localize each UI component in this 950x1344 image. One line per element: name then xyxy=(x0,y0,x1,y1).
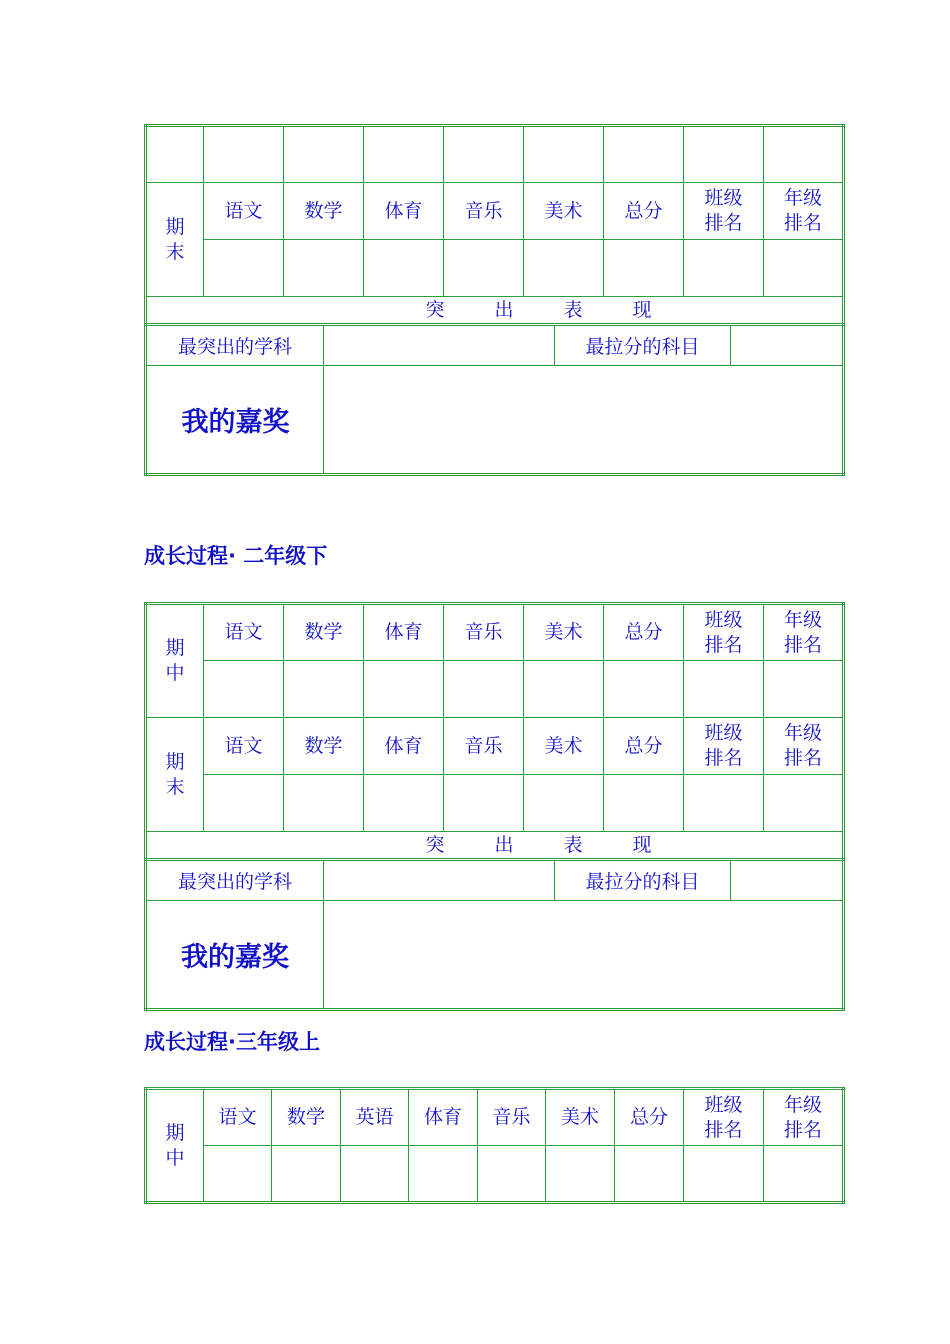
table-row xyxy=(146,661,844,718)
weak-subject-value[interactable] xyxy=(731,326,844,366)
highlight-header: 突 出 表 现 xyxy=(146,832,844,860)
subject-header: 美术 xyxy=(546,1089,615,1146)
subject-header: 美术 xyxy=(524,183,604,240)
subject-header: 体育 xyxy=(409,1089,478,1146)
report-table-section2 xyxy=(144,602,845,861)
score-cell[interactable] xyxy=(204,775,284,832)
award-value[interactable] xyxy=(324,901,844,1010)
score-cell[interactable] xyxy=(444,661,524,718)
subject-header: 英语 xyxy=(341,1089,409,1146)
subject-header: 总分 xyxy=(604,604,684,661)
score-cell[interactable] xyxy=(524,775,604,832)
score-cell[interactable] xyxy=(364,661,444,718)
score-cell[interactable] xyxy=(444,126,524,183)
info-table-block1 xyxy=(144,325,845,476)
info-table-section2 xyxy=(144,860,845,1011)
table-row xyxy=(146,326,844,366)
best-subject-label: 最突出的学科 xyxy=(146,861,324,901)
table-row xyxy=(146,775,844,832)
score-cell[interactable] xyxy=(341,1146,409,1203)
score-cell[interactable] xyxy=(409,1146,478,1203)
subject-header: 美术 xyxy=(524,604,604,661)
score-cell[interactable] xyxy=(204,240,284,297)
subject-header: 音乐 xyxy=(444,604,524,661)
score-cell[interactable] xyxy=(204,661,284,718)
award-label: 我的嘉奖 xyxy=(146,901,324,1010)
score-cell[interactable] xyxy=(524,661,604,718)
table-row xyxy=(146,718,844,775)
subject-header: 体育 xyxy=(364,183,444,240)
midterm-label: 期中 xyxy=(146,604,204,718)
grade-rank-header: 年级 排名 xyxy=(764,1089,844,1146)
subject-header: 体育 xyxy=(364,604,444,661)
score-cell[interactable] xyxy=(146,126,204,183)
subject-header: 总分 xyxy=(604,183,684,240)
subject-header: 语文 xyxy=(204,604,284,661)
score-cell[interactable] xyxy=(204,126,284,183)
subject-header: 语文 xyxy=(204,718,284,775)
score-cell[interactable] xyxy=(364,775,444,832)
award-label: 我的嘉奖 xyxy=(146,366,324,475)
report-table-section3 xyxy=(144,1087,845,1204)
subject-header: 数学 xyxy=(272,1089,341,1146)
score-cell[interactable] xyxy=(615,1146,684,1203)
score-cell[interactable] xyxy=(764,126,844,183)
score-cell[interactable] xyxy=(764,661,844,718)
subject-header: 语文 xyxy=(204,1089,272,1146)
score-cell[interactable] xyxy=(764,240,844,297)
weak-subject-value[interactable] xyxy=(731,861,844,901)
subject-header: 音乐 xyxy=(444,183,524,240)
score-cell[interactable] xyxy=(364,126,444,183)
score-cell[interactable] xyxy=(604,240,684,297)
table-row xyxy=(146,183,844,240)
score-cell[interactable] xyxy=(284,775,364,832)
final-label: 期末 xyxy=(146,183,204,297)
midterm-label: 期中 xyxy=(146,1089,204,1203)
subject-header: 数学 xyxy=(284,183,364,240)
report-table-block1 xyxy=(144,124,845,326)
best-subject-label: 最突出的学科 xyxy=(146,326,324,366)
highlight-header: 突 出 表 现 xyxy=(146,297,844,325)
table-row xyxy=(146,832,844,860)
score-cell[interactable] xyxy=(524,240,604,297)
score-cell[interactable] xyxy=(684,126,764,183)
score-cell[interactable] xyxy=(764,1146,844,1203)
final-label: 期末 xyxy=(146,718,204,832)
subject-header: 体育 xyxy=(364,718,444,775)
score-cell[interactable] xyxy=(524,126,604,183)
table-row xyxy=(146,1146,844,1203)
score-cell[interactable] xyxy=(546,1146,615,1203)
class-rank-header: 班级 排名 xyxy=(684,1089,764,1146)
class-rank-header: 班级 排名 xyxy=(684,604,764,661)
table-row xyxy=(146,604,844,661)
best-subject-value[interactable] xyxy=(324,326,555,366)
award-value[interactable] xyxy=(324,366,844,475)
weak-subject-label: 最拉分的科目 xyxy=(555,326,731,366)
table-row xyxy=(146,297,844,325)
subject-header: 音乐 xyxy=(478,1089,546,1146)
grade-rank-header: 年级 排名 xyxy=(764,604,844,661)
score-cell[interactable] xyxy=(444,775,524,832)
score-cell[interactable] xyxy=(604,661,684,718)
class-rank-header: 班级 排名 xyxy=(684,718,764,775)
best-subject-value[interactable] xyxy=(324,861,555,901)
subject-header: 音乐 xyxy=(444,718,524,775)
score-cell[interactable] xyxy=(604,775,684,832)
section-title: 成长过程· 二年级下 xyxy=(144,544,328,568)
table-row xyxy=(146,240,844,297)
score-cell[interactable] xyxy=(684,240,764,297)
grade-rank-header: 年级 排名 xyxy=(764,183,844,240)
score-cell[interactable] xyxy=(684,661,764,718)
score-cell[interactable] xyxy=(284,661,364,718)
table-row xyxy=(146,366,844,475)
score-cell[interactable] xyxy=(284,240,364,297)
score-cell[interactable] xyxy=(684,775,764,832)
score-cell[interactable] xyxy=(684,1146,764,1203)
table-row xyxy=(146,901,844,1010)
subject-header: 美术 xyxy=(524,718,604,775)
score-cell[interactable] xyxy=(364,240,444,297)
grade-rank-header: 年级 排名 xyxy=(764,718,844,775)
table-row xyxy=(146,126,844,183)
table-row xyxy=(146,861,844,901)
score-cell[interactable] xyxy=(284,126,364,183)
score-cell[interactable] xyxy=(444,240,524,297)
subject-header: 数学 xyxy=(284,718,364,775)
weak-subject-label: 最拉分的科目 xyxy=(555,861,731,901)
subject-header: 数学 xyxy=(284,604,364,661)
table-row xyxy=(146,1089,844,1146)
score-cell[interactable] xyxy=(272,1146,341,1203)
score-cell[interactable] xyxy=(764,775,844,832)
class-rank-header: 班级 排名 xyxy=(684,183,764,240)
section-title: 成长过程·三年级上 xyxy=(144,1030,320,1054)
subject-header: 总分 xyxy=(604,718,684,775)
subject-header: 总分 xyxy=(615,1089,684,1146)
score-cell[interactable] xyxy=(478,1146,546,1203)
subject-header: 语文 xyxy=(204,183,284,240)
score-cell[interactable] xyxy=(204,1146,272,1203)
score-cell[interactable] xyxy=(604,126,684,183)
